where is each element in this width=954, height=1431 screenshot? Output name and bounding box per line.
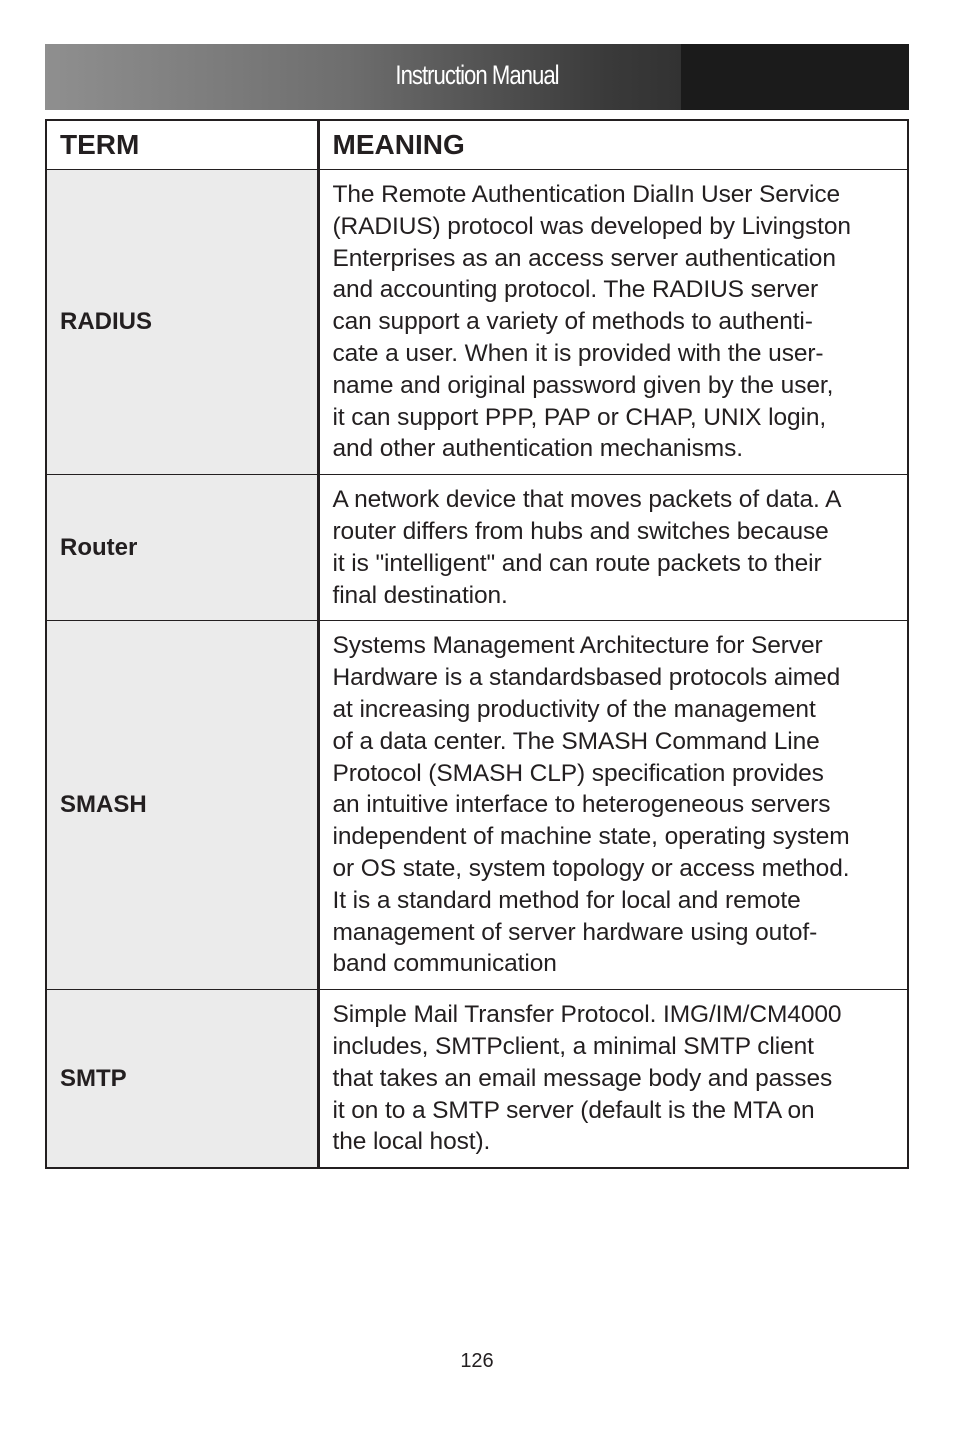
term-cell: RADIUS — [46, 170, 318, 475]
term-cell: SMTP — [46, 990, 318, 1168]
page-number: 126 — [460, 1350, 494, 1372]
meaning-cell: Systems Management Architecture for Server Hardware is a standardsbased protocols aimed at increasing productivity of the management of a data center. The SMASH Command Line Protocol (SMASH CLP) specification provides an intuitive interface to heterogeneous servers independent of machine state, operating system or OS state, system topology or access method. It is a standard method for local and remote management of server hardware using outof- band communication — [318, 621, 908, 990]
table-row — [46, 621, 908, 990]
table-row — [46, 170, 908, 475]
column-header-term: TERM — [46, 120, 318, 170]
table-header-row — [46, 120, 908, 170]
meaning-cell: The Remote Authentication DialIn User Service (RADIUS) protocol was developed by Livingston Enterprises as an access server authentication and accounting protocol. The RADIUS server can support a variety of methods to authenti- cate a user. When it is provided with the user- name and original password given by the user, it can support PPP, PAP or CHAP, UNIX login, and other authentication mechanisms. — [318, 170, 908, 475]
page-title: Instruction Manual — [395, 60, 559, 90]
term-cell: Router — [46, 475, 318, 621]
meaning-cell: A network device that moves packets of data. A router differs from hubs and switches because it is "intelligent" and can route packets to their final destination. — [318, 475, 908, 621]
term-cell: SMASH — [46, 621, 318, 990]
glossary-table — [45, 119, 909, 1169]
table-row — [46, 475, 908, 621]
meaning-cell: Simple Mail Transfer Protocol. IMG/IM/CM4000 includes, SMTPclient, a minimal SMTP client that takes an email message body and passes it on to a SMTP server (default is the MTA on the local host). — [318, 990, 908, 1168]
header-bar — [45, 44, 909, 110]
column-header-meaning: MEANING — [318, 120, 908, 170]
table-row — [46, 990, 908, 1168]
